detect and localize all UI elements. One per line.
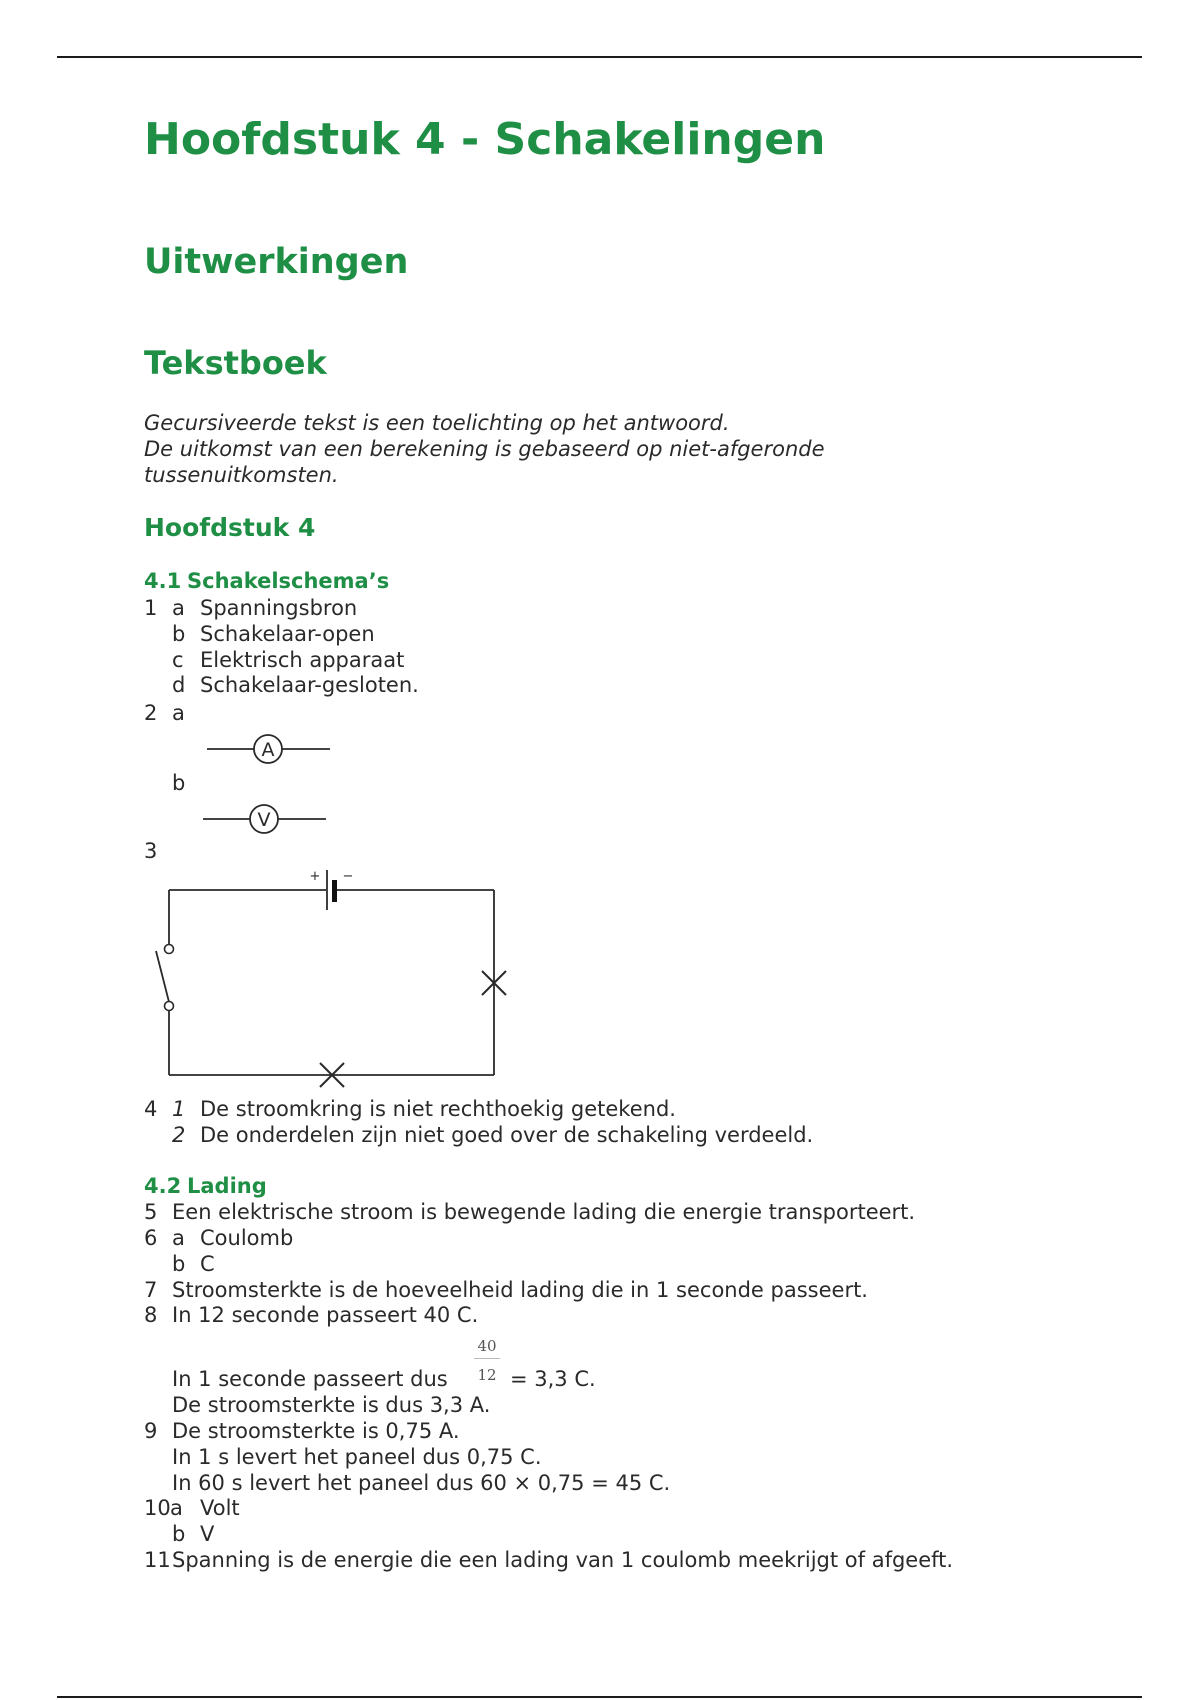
switch-contact-top (165, 945, 174, 954)
fraction-40-over-12 (474, 1336, 500, 1385)
q9-line-1: De stroomsterkte is 0,75 A. (172, 1419, 460, 1443)
section-heading: Tekstboek (144, 344, 327, 382)
q8-number: 8 (144, 1303, 158, 1327)
ammeter-label: A (261, 739, 275, 761)
q1-letter-c: c (172, 648, 184, 672)
intro-line: De uitkomst van een berekening is gebaseerd op niet-afgeronde (144, 437, 825, 461)
intro-line: Gecursiveerde tekst is een toelichting op het antwoord. (144, 411, 730, 435)
q4-item-1-number: 1 (172, 1097, 186, 1121)
q1-letter-d: d (172, 673, 186, 697)
q3-number: 3 (144, 839, 158, 863)
q8-line-2-end: = 3,3 C. (510, 1367, 596, 1391)
q4-item-2-number: 2 (172, 1123, 186, 1147)
q9-number: 9 (144, 1419, 158, 1443)
section-title: Lading (187, 1174, 267, 1198)
ammeter-symbol (205, 731, 335, 767)
q11-number: 11 (144, 1548, 171, 1572)
q6-answer-a: Coulomb (200, 1226, 294, 1250)
q8-line-2-start: In 1 seconde passeert dus (172, 1367, 448, 1391)
circuit-diagram (140, 860, 520, 1095)
section-number: 4.1 (144, 569, 182, 593)
q2-letter-a: a (172, 701, 185, 725)
chapter-heading: Hoofdstuk 4 (144, 513, 316, 542)
top-rule (57, 56, 1142, 58)
q1-answer-d: Schakelaar-gesloten. (200, 673, 419, 697)
q2-letter-b: b (172, 771, 186, 795)
section-number: 4.2 (144, 1174, 182, 1198)
q8-line-1: In 12 seconde passeert 40 C. (172, 1303, 479, 1327)
intro-note (144, 410, 944, 488)
q9-line-2: In 1 s levert het paneel dus 0,75 C. (172, 1445, 542, 1469)
q7-number: 7 (144, 1278, 158, 1302)
q1-letter-b: b (172, 622, 186, 646)
q6-answer-b: C (200, 1252, 215, 1276)
q1-number: 1 (144, 596, 158, 620)
page-title: Hoofdstuk 4 - Schakelingen (144, 114, 826, 165)
q1-letter-a: a (172, 596, 185, 620)
section-4-1-heading (144, 568, 389, 594)
switch-contact-bottom (165, 1002, 174, 1011)
q4-item-1-text: De stroomkring is niet rechthoekig getekend. (200, 1097, 676, 1121)
q1-answer-b: Schakelaar-open (200, 622, 375, 646)
q1-answer-c: Elektrisch apparaat (200, 648, 405, 672)
battery-short-plate (332, 880, 337, 902)
q10-answer-b: V (200, 1522, 215, 1546)
section-4-2-heading (144, 1173, 267, 1199)
q5-number: 5 (144, 1200, 158, 1224)
bottom-rule (57, 1696, 1142, 1698)
q6-letter-a: a (172, 1226, 185, 1250)
q8-line-3: De stroomsterkte is dus 3,3 A. (172, 1393, 491, 1417)
section-title: Schakelschema’s (187, 569, 390, 593)
voltmeter-label: V (257, 809, 271, 831)
intro-line: tussenuitkomsten. (144, 463, 339, 487)
q11-answer: Spanning is de energie die een lading van 1 coulomb meekrijgt of afgeeft. (172, 1548, 954, 1572)
q10-number: 10 (144, 1496, 171, 1520)
fraction-bar (474, 1358, 500, 1359)
q10-letter-a: a (170, 1496, 183, 1520)
q4-item-2-text: De onderdelen zijn niet goed over de schakeling verdeeld. (200, 1123, 814, 1147)
q10-answer-a: Volt (200, 1496, 240, 1520)
battery-plus-sign: + (309, 869, 321, 884)
battery-minus-sign: − (342, 869, 354, 884)
q6-letter-b: b (172, 1252, 186, 1276)
fraction-numerator: 40 (477, 1337, 497, 1355)
switch-lever (156, 951, 169, 1002)
q1-answer-a: Spanningsbron (200, 596, 358, 620)
q4-number: 4 (144, 1097, 158, 1121)
voltmeter-symbol (201, 801, 331, 837)
q9-line-3: In 60 s levert het paneel dus 60 × 0,75 = 45 C. (172, 1471, 671, 1495)
fraction-denominator: 12 (477, 1366, 497, 1384)
q6-number: 6 (144, 1226, 158, 1250)
q2-number: 2 (144, 701, 158, 725)
q10-letter-b: b (172, 1522, 186, 1546)
q7-answer: Stroomsterkte is de hoeveelheid lading die in 1 seconde passeert. (172, 1278, 868, 1302)
q5-answer: Een elektrische stroom is bewegende lading die energie transporteert. (172, 1200, 916, 1224)
subtitle: Uitwerkingen (144, 242, 409, 282)
